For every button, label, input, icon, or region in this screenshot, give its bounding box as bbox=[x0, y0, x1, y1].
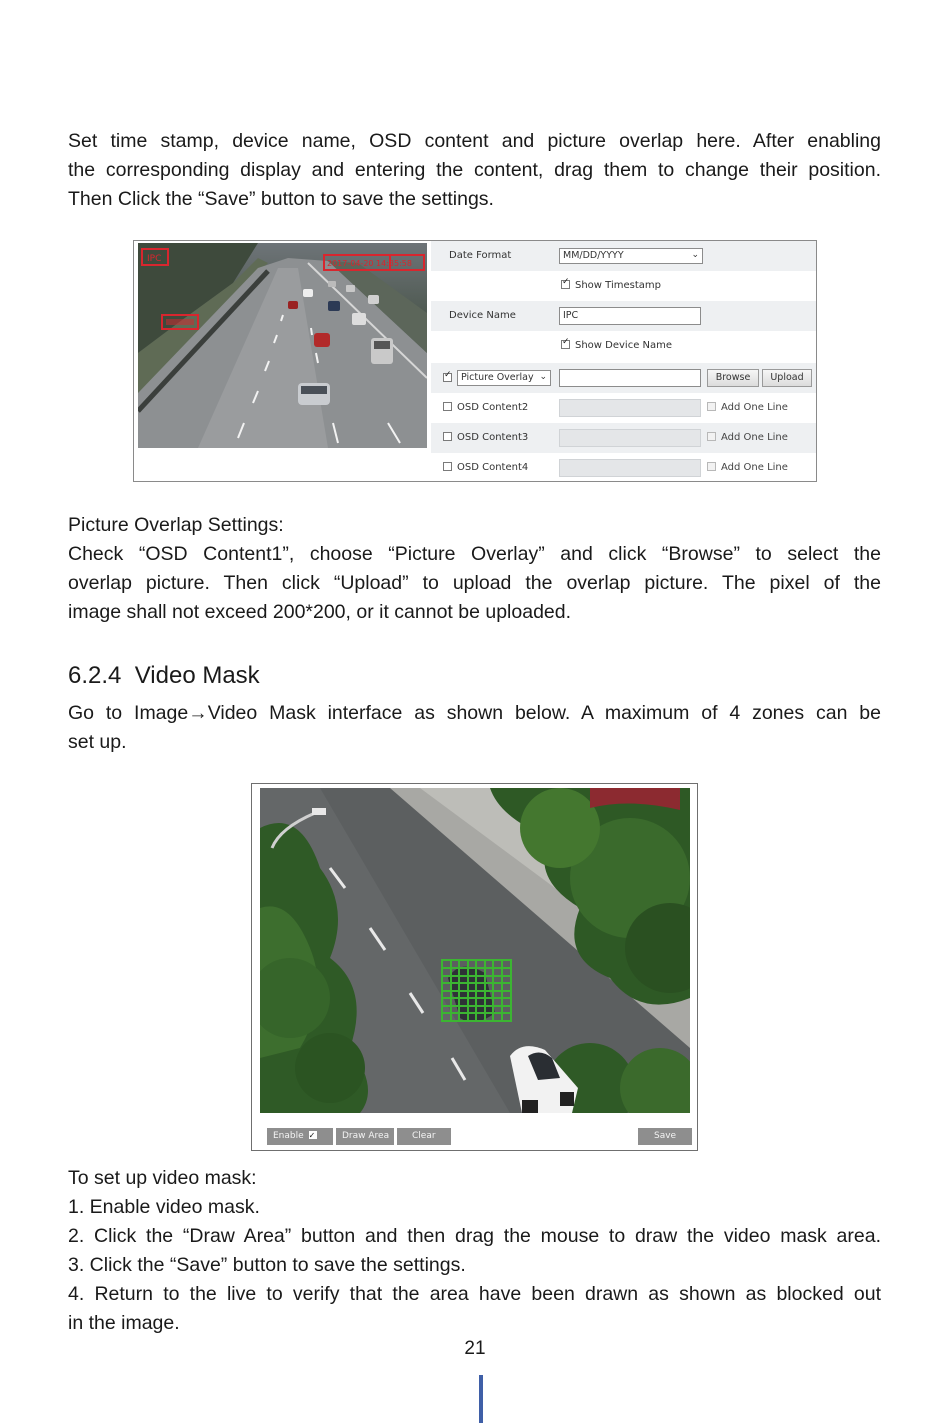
chevron-down-icon: ⌄ bbox=[539, 372, 547, 382]
osd-device-name-text: IPC bbox=[147, 254, 162, 264]
overlap-line-2: overlap picture. Then click “Upload” to upload the overlap picture. The pixel of the bbox=[68, 572, 881, 594]
intro-line-2: the corresponding display and entering the content, drag them to change their position. bbox=[68, 159, 881, 181]
osd-content4-add-line-checkbox[interactable] bbox=[707, 462, 716, 471]
overlap-title: Picture Overlap Settings: bbox=[68, 514, 284, 536]
show-timestamp-row bbox=[431, 271, 816, 301]
step-2: 2. Click the “Draw Area” button and then drag the mouse to draw the video mask area. bbox=[68, 1225, 881, 1247]
osd-content2-option[interactable] bbox=[443, 402, 528, 413]
osd-timestamp-text: 2017-04-20 14:35:58 bbox=[327, 259, 412, 268]
page-footer-rule bbox=[479, 1375, 483, 1423]
enable-checkbox[interactable] bbox=[309, 1131, 317, 1139]
device-name-label: Device Name bbox=[449, 310, 516, 321]
highway-preview-image bbox=[138, 243, 427, 448]
osd-settings-figure bbox=[133, 240, 817, 482]
date-format-row bbox=[431, 241, 816, 271]
steps-list bbox=[68, 1164, 881, 1338]
device-name-input[interactable]: IPC bbox=[559, 307, 701, 325]
highway-scene bbox=[138, 243, 427, 448]
show-device-name-row bbox=[431, 331, 816, 361]
osd-content1-type-select[interactable] bbox=[457, 370, 551, 386]
overlap-line-3: image shall not exceed 200*200, or it cannot be uploaded. bbox=[68, 601, 572, 623]
street-scene bbox=[260, 788, 690, 1113]
osd-content3-input[interactable] bbox=[559, 429, 701, 447]
osd-content3-add-line-checkbox[interactable] bbox=[707, 432, 716, 441]
overlay-file-input[interactable] bbox=[559, 369, 701, 387]
overlap-paragraph bbox=[68, 511, 881, 627]
osd-content2-checkbox[interactable] bbox=[443, 402, 452, 411]
osd-content2-add-line[interactable] bbox=[707, 402, 788, 413]
osd-content4-input[interactable] bbox=[559, 459, 701, 477]
osd-content3-option[interactable] bbox=[443, 432, 528, 443]
step-1: 1. Enable video mask. bbox=[68, 1196, 260, 1218]
osd-content1-checkbox[interactable] bbox=[443, 373, 452, 382]
osd-content4-add-line[interactable] bbox=[707, 462, 788, 473]
intro-paragraph bbox=[68, 127, 881, 214]
step-4: 4. Return to the live to verify that the area have been drawn as shown as blocked out bbox=[68, 1283, 881, 1305]
osd-content4-checkbox[interactable] bbox=[443, 462, 452, 471]
enable-label: Enable bbox=[273, 1131, 304, 1141]
save-button[interactable]: Save bbox=[638, 1128, 692, 1145]
osd-content2-add-line-label: Add One Line bbox=[721, 402, 788, 413]
street-preview-image bbox=[260, 788, 690, 1113]
osd-content4-add-line-label: Add One Line bbox=[721, 462, 788, 473]
show-timestamp-label: Show Timestamp bbox=[575, 280, 661, 291]
osd-content4-option[interactable] bbox=[443, 462, 528, 473]
date-format-label: Date Format bbox=[449, 250, 512, 261]
osd-settings-form bbox=[431, 241, 816, 481]
section-intro bbox=[68, 699, 881, 757]
osd-content3-checkbox[interactable] bbox=[443, 432, 452, 441]
osd-content3-add-line[interactable] bbox=[707, 432, 788, 443]
upload-button[interactable]: Upload bbox=[762, 369, 812, 387]
show-device-name-option[interactable] bbox=[561, 340, 672, 351]
date-format-value: MM/DD/YYYY bbox=[563, 250, 624, 261]
video-mask-toolbar bbox=[252, 1114, 697, 1150]
browse-button[interactable]: Browse bbox=[707, 369, 759, 387]
osd-content2-label: OSD Content2 bbox=[457, 402, 529, 413]
section-intro-line-2: set up. bbox=[68, 731, 127, 753]
osd-content2-add-line-checkbox[interactable] bbox=[707, 402, 716, 411]
step-3: 3. Click the “Save” button to save the settings. bbox=[68, 1254, 466, 1276]
osd-content3-label: OSD Content3 bbox=[457, 432, 529, 443]
osd-content3-add-line-label: Add One Line bbox=[721, 432, 788, 443]
osd-content2-row bbox=[431, 393, 816, 423]
enable-toggle[interactable] bbox=[267, 1128, 333, 1145]
osd-content1-type-value: Picture Overlay bbox=[461, 372, 534, 383]
intro-line-3: Then Click the “Save” button to save the settings. bbox=[68, 188, 494, 210]
video-mask-figure bbox=[251, 783, 698, 1151]
section-intro-line-1: Go to Image→Video Mask interface as shown below. A maximum of 4 zones can be bbox=[68, 702, 881, 724]
osd-content4-label: OSD Content4 bbox=[457, 462, 529, 473]
clear-button[interactable]: Clear bbox=[397, 1128, 451, 1145]
chevron-down-icon: ⌄ bbox=[691, 250, 699, 260]
osd-content4-row bbox=[431, 453, 816, 482]
osd-content3-row bbox=[431, 423, 816, 453]
show-timestamp-option[interactable] bbox=[561, 280, 661, 291]
intro-line-1: Set time stamp, device name, OSD content and picture overlap here. After enabling bbox=[68, 130, 881, 152]
section-heading: 6.2.4 Video Mask bbox=[68, 662, 260, 689]
show-device-name-label: Show Device Name bbox=[575, 340, 673, 351]
osd-content1-row bbox=[431, 363, 816, 393]
device-name-row bbox=[431, 301, 816, 331]
page-number: 21 bbox=[464, 1338, 486, 1359]
date-format-select[interactable] bbox=[559, 248, 703, 264]
show-timestamp-checkbox[interactable] bbox=[561, 280, 570, 289]
steps-title: To set up video mask: bbox=[68, 1167, 257, 1189]
overlap-line-1: Check “OSD Content1”, choose “Picture Overlay” and click “Browse” to select the bbox=[68, 543, 881, 565]
osd-content2-input[interactable] bbox=[559, 399, 701, 417]
step-4-continued: in the image. bbox=[68, 1312, 180, 1334]
show-device-name-checkbox[interactable] bbox=[561, 340, 570, 349]
draw-area-button[interactable]: Draw Area bbox=[336, 1128, 394, 1145]
